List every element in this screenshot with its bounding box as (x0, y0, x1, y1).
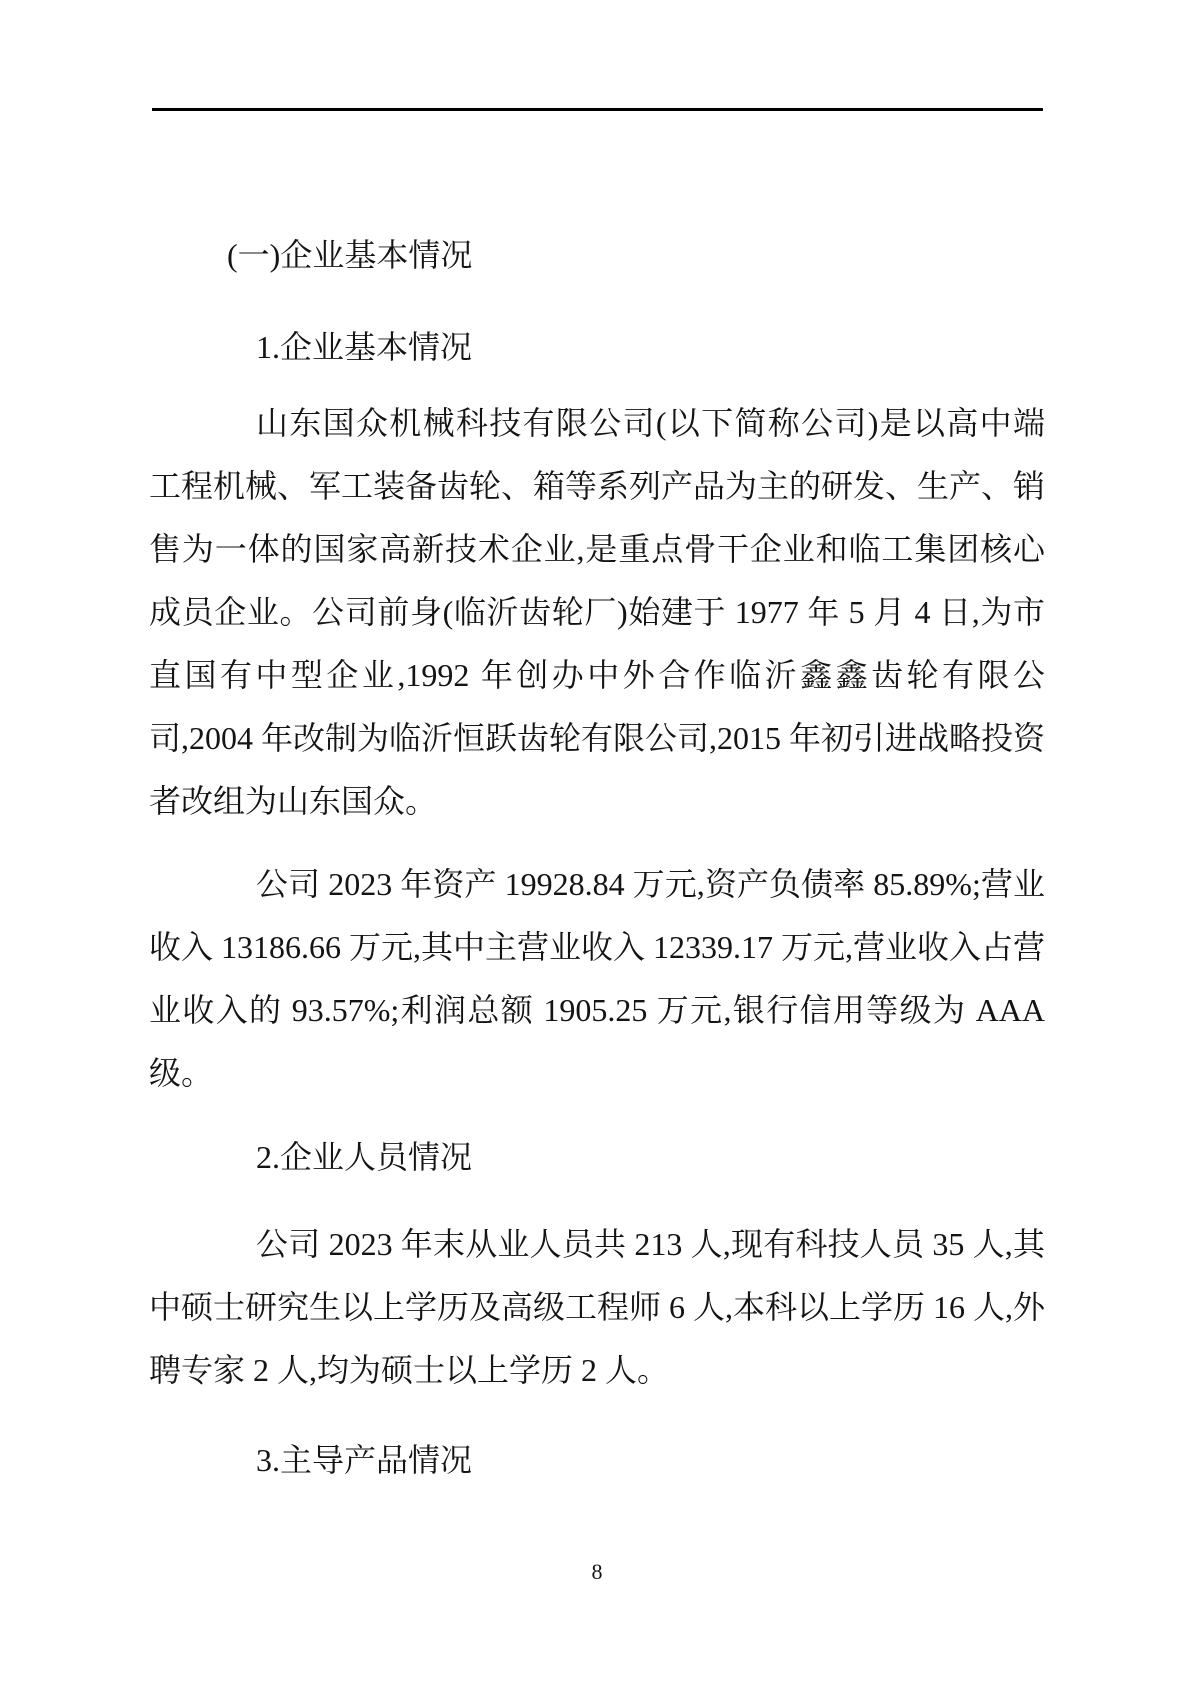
page-number: 8 (591, 1559, 603, 1584)
section-heading-basic-info: (一)企业基本情况 (227, 237, 473, 273)
document-body (149, 224, 1045, 1492)
subsection-heading-basic-info: 1.企业基本情况 (256, 329, 473, 365)
header-rule (152, 108, 1043, 111)
subsection-heading-products: 3.主导产品情况 (256, 1442, 473, 1478)
paragraph-financials: 公司 2023 年资产 19928.84 万元,资产负债率 85.89%;营业收入 13186.66 万元,其中主营业收入 12339.17 万元,营业收入占营业收入的 93.57%;利润总额 1905.25 万元,银行信用等级为 AAA 级。 (149, 866, 1046, 1091)
paragraph-company-history: 山东国众机械科技有限公司(以下简称公司)是以高中端工程机械、军工装备齿轮、箱等系列产品为主的研发、生产、销售为一体的国家高新技术企业,是重点骨干企业和临工集团核心成员企业。公司前身(临沂齿轮厂)始建于 1977 年 5 月 4 日,为市直国有中型企业,1992 年创办中外合作临沂鑫鑫齿轮有限公司,2004 年改制为临沂恒跃齿轮有限公司,2015 年初引进战略投资者改组为山东国众。 (149, 405, 1046, 819)
paragraph-personnel: 公司 2023 年末从业人员共 213 人,现有科技人员 35 人,其中硕士研究生以上学历及高级工程师 6 人,本科以上学历 16 人,外聘专家 2 人,均为硕士以上学历 2 人。 (149, 1226, 1046, 1388)
subsection-heading-personnel: 2.企业人员情况 (256, 1139, 473, 1175)
